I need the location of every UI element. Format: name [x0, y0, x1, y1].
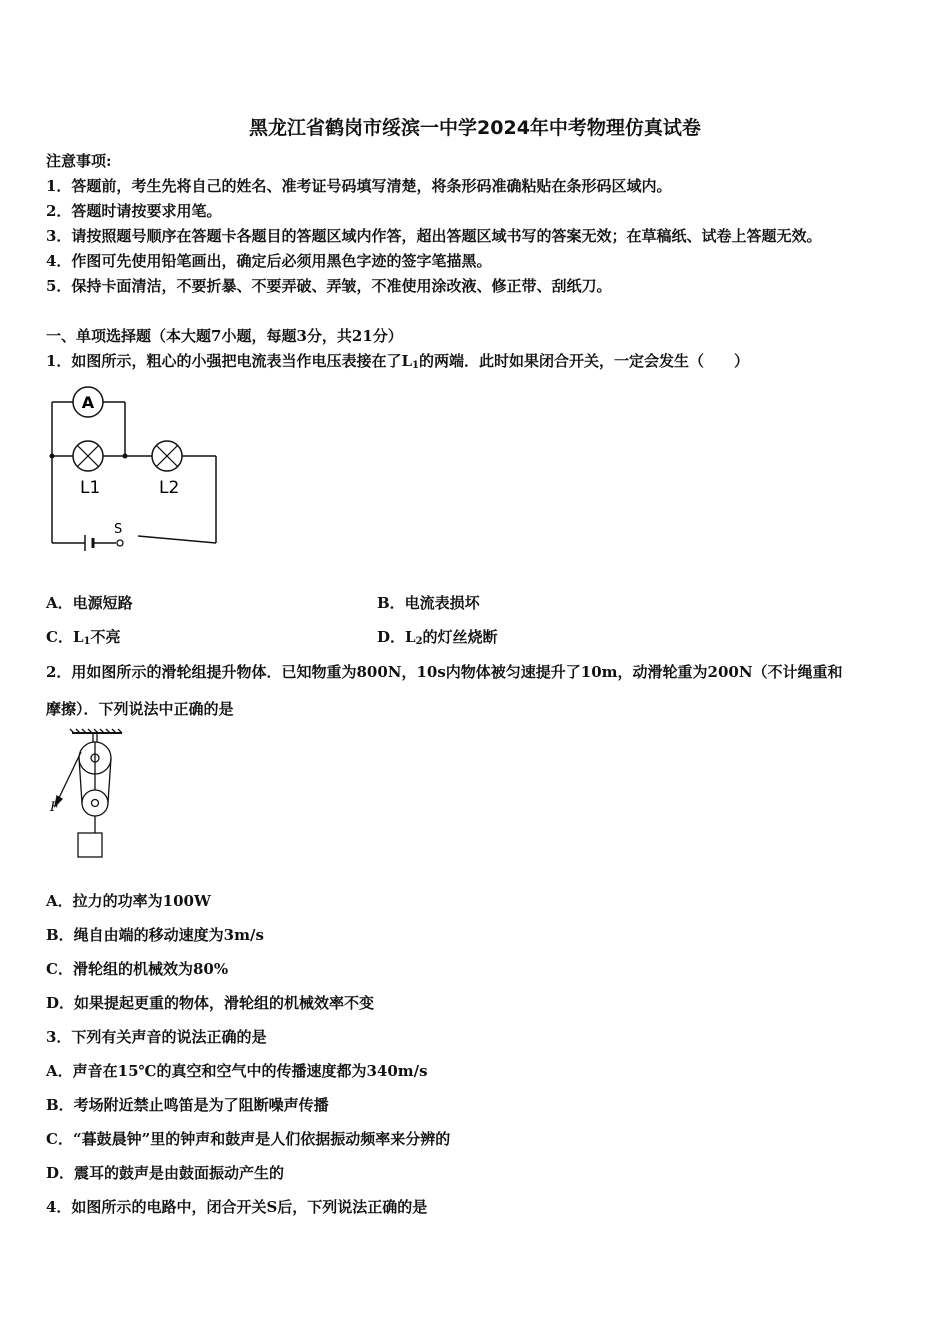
q1-stem: 1．如图所示，粗心的小强把电流表当作电压表接在了$L_1$的两端．此时如果闭合开关，一定会发生（ ）: [46, 352, 749, 371]
page-title: 黑龙江省鹤岗市绥滨一中学2024年中考物理仿真试卷: [249, 117, 701, 139]
q3-option-c: C．“暮鼓晨钟”里的钟声和鼓声是人们依据振动频率来分辨的: [46, 1130, 451, 1148]
svg-text:L2: L2: [159, 478, 180, 498]
q2-option-b: B．绳自由端的移动速度为3m/s: [46, 926, 264, 944]
notice-item: 2．答题时请按要求用笔。: [46, 202, 222, 220]
q1-option-b: B．电流表损坏: [377, 594, 480, 612]
notice-heading: 注意事项:: [46, 152, 112, 170]
q3-option-b: B．考场附近禁止鸣笛是为了阻断噪声传播: [46, 1096, 329, 1114]
q2-stem: 2．用如图所示的滑轮组提升物体．已知物重为800N，10s内物体被匀速提升了10m，动滑轮重为200N（不计绳重和: [46, 663, 843, 681]
notice-item: 5．保持卡面清洁，不要折暴、不要弄破、弄皱，不准使用涂改液、修正带、刮纸刀。: [46, 277, 612, 295]
q2-option-c: C．滑轮组的机械效为80%: [46, 960, 229, 978]
notice-item: 4．作图可先使用铅笔画出，确定后必须用黑色字迹的签字笔描黑。: [46, 252, 492, 270]
q1-option-d: D．$L_2$的灯丝烧断: [377, 628, 498, 647]
q2-option-a: A．拉力的功率为100W: [46, 892, 211, 910]
section-heading: 一、单项选择题（本大题7小题，每题3分，共21分）: [46, 327, 403, 345]
lamp-l2-symbol: [152, 441, 182, 498]
q3-option-d: D．震耳的鼓声是由鼓面振动产生的: [46, 1164, 285, 1182]
q2-pulley-diagram: [44, 728, 134, 868]
notice-item: 1．答题前，考生先将自己的姓名、准考证号码填写清楚，将条形码准确粘贴在条形码区域内。: [46, 177, 672, 195]
q2-stem-cont: 摩擦）．下列说法中正确的是: [46, 700, 234, 718]
q1-option-c: C．$L_1$不亮: [46, 628, 121, 647]
svg-text:A: A: [81, 393, 95, 412]
q4-stem: 4．如图所示的电路中，闭合开关S后，下列说法正确的是: [46, 1198, 428, 1216]
force-label: F: [50, 800, 60, 815]
svg-text:L1: L1: [80, 478, 101, 498]
q3-stem: 3．下列有关声音的说法正确的是: [46, 1028, 267, 1046]
lamp-l1-symbol: [73, 441, 103, 498]
ammeter-symbol: [73, 387, 103, 417]
junction-dot: [123, 454, 128, 459]
q2-option-d: D．如果提起更重的物体，滑轮组的机械效率不变: [46, 994, 375, 1012]
battery-symbol: [85, 535, 93, 551]
q1-circuit-diagram: [40, 385, 230, 565]
svg-text:S: S: [114, 522, 123, 537]
q3-option-a: A．声音在15℃的真空和空气中的传播速度都为340m/s: [46, 1062, 428, 1080]
notice-item: 3．请按照题号顺序在答题卡各题目的答题区域内作答，超出答题区域书写的答案无效；在草稿纸、试卷上答题无效。: [46, 227, 822, 245]
junction-dot: [50, 454, 55, 459]
q1-option-a: A．电源短路: [46, 594, 133, 612]
